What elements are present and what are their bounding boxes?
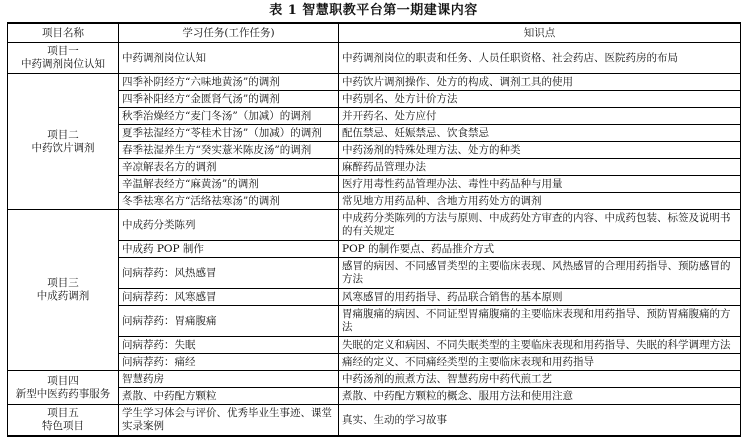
task-cell: 夏季祛湿经方“苓桂术甘汤”（加减）的调剂 xyxy=(119,125,339,142)
table-header-row xyxy=(8,23,741,43)
project-name-cell xyxy=(8,43,119,74)
knowledge-cell: 并开药名、处方应付 xyxy=(339,108,741,125)
project-name-line: 项目三 xyxy=(47,277,79,289)
header-knowledge: 知识点 xyxy=(339,23,741,43)
task-cell: 问病荐药：失眠 xyxy=(119,337,339,354)
project-name-line: 项目一 xyxy=(47,45,79,57)
knowledge-cell: 中药调剂岗位的职责和任务、人员任职资格、社会药店、医院药房的布局 xyxy=(339,43,741,74)
task-cell: 辛凉解表名方的调剂 xyxy=(119,159,339,176)
knowledge-cell: 中成药分类陈列的方法与原则、中成药处方审查的内容、中成药包装、标签及说明书的有关规定 xyxy=(339,210,741,241)
knowledge-cell: 感冒的病因、不同感冒类型的主要临床表现、风热感冒的合理用药指导、预防感冒的方法 xyxy=(339,258,741,289)
knowledge-cell: 失眠的定义和病因、不同失眠类型的主要临床表现和用药指导、失眠的科学调理方法 xyxy=(339,337,741,354)
task-cell: 冬季祛寒名方“活络祛寒汤”的调剂 xyxy=(119,193,339,210)
header-project-name: 项目名称 xyxy=(8,23,119,43)
knowledge-cell: 麻醉药品管理办法 xyxy=(339,159,741,176)
project-name-cell xyxy=(8,371,119,405)
task-cell: 中成药 POP 制作 xyxy=(119,241,339,258)
task-cell: 学生学习体会与评价、优秀毕业生事迹、课堂实录案例 xyxy=(119,405,339,437)
knowledge-cell: 中药饮片调剂操作、处方的构成、调剂工具的使用 xyxy=(339,74,741,91)
project-name-line: 中药饮片调剂 xyxy=(31,141,95,154)
table-row xyxy=(8,74,741,91)
task-cell: 春季祛湿养生方“癸实薏米陈皮汤”的调剂 xyxy=(119,142,339,159)
project-name-line: 特色项目 xyxy=(42,420,84,432)
table-row xyxy=(8,43,741,74)
project-name-line: 中药调剂岗位认知 xyxy=(21,58,105,70)
knowledge-cell: POP 的制作要点、药品推介方式 xyxy=(339,241,741,258)
table-body xyxy=(8,43,741,437)
knowledge-cell: 医疗用毒性药品管理办法、毒性中药品种与用量 xyxy=(339,176,741,193)
project-name-line: 中成药调剂 xyxy=(36,290,90,302)
header-task: 学习任务(工作任务) xyxy=(119,23,339,43)
task-cell: 问病荐药：胃痛腹痛 xyxy=(119,306,339,337)
knowledge-cell: 痛经的定义、不同痛经类型的主要临床表现和用药指导 xyxy=(339,354,741,371)
task-cell: 秋季治燥经方“麦门冬汤”（加减）的调剂 xyxy=(119,108,339,125)
project-name-cell xyxy=(8,74,119,210)
knowledge-cell: 中药汤剂的煎煮方法、智慧药房中药代煎工艺 xyxy=(339,371,741,388)
table-row xyxy=(8,405,741,437)
knowledge-cell: 胃痛腹痛的病因、不同证型胃痛腹痛的主要临床表现和用药指导、预防胃痛腹痛的方法 xyxy=(339,306,741,337)
knowledge-cell: 真实、生动的学习故事 xyxy=(339,405,741,437)
task-cell: 辛温解表经方“麻黄汤”的调剂 xyxy=(119,176,339,193)
table-row xyxy=(8,210,741,241)
task-cell: 问病荐药：痛经 xyxy=(119,354,339,371)
knowledge-cell: 风寒感冒的用药指导、药品联合销售的基本原则 xyxy=(339,289,741,306)
knowledge-cell: 中药别名、处方计价方法 xyxy=(339,91,741,108)
table-row xyxy=(8,371,741,388)
project-name-line: 新型中医药药事服务 xyxy=(15,387,111,400)
task-cell: 中成药分类陈列 xyxy=(119,210,339,241)
knowledge-cell: 中药汤剂的特殊处理方法、处方的种类 xyxy=(339,142,741,159)
task-cell: 中药调剂岗位认知 xyxy=(119,43,339,74)
task-cell: 四季补阳经方“金匮肾气汤”的调剂 xyxy=(119,91,339,108)
task-cell: 智慧药房 xyxy=(119,371,339,388)
project-name-cell xyxy=(8,210,119,371)
course-content-table xyxy=(7,22,741,437)
task-cell: 问病荐药：风热感冒 xyxy=(119,258,339,289)
knowledge-cell: 煮散、中药配方颗粒的概念、服用方法和使用注意 xyxy=(339,388,741,405)
knowledge-cell: 配伍禁忌、妊娠禁忌、饮食禁忌 xyxy=(339,125,741,142)
knowledge-cell: 常见地方用药品种、含地方用药处方的调剂 xyxy=(339,193,741,210)
project-name-cell xyxy=(8,405,119,437)
task-cell: 煮散、中药配方颗粒 xyxy=(119,388,339,405)
project-name-line: 项目二 xyxy=(47,128,79,141)
project-name-line: 项目四 xyxy=(47,374,79,387)
task-cell: 问病荐药：风寒感冒 xyxy=(119,289,339,306)
task-cell: 四季补阴经方“六味地黄汤”的调剂 xyxy=(119,74,339,91)
table-caption: 表 1 智慧职教平台第一期建课内容 xyxy=(269,3,478,18)
project-name-line: 项目五 xyxy=(47,407,79,419)
